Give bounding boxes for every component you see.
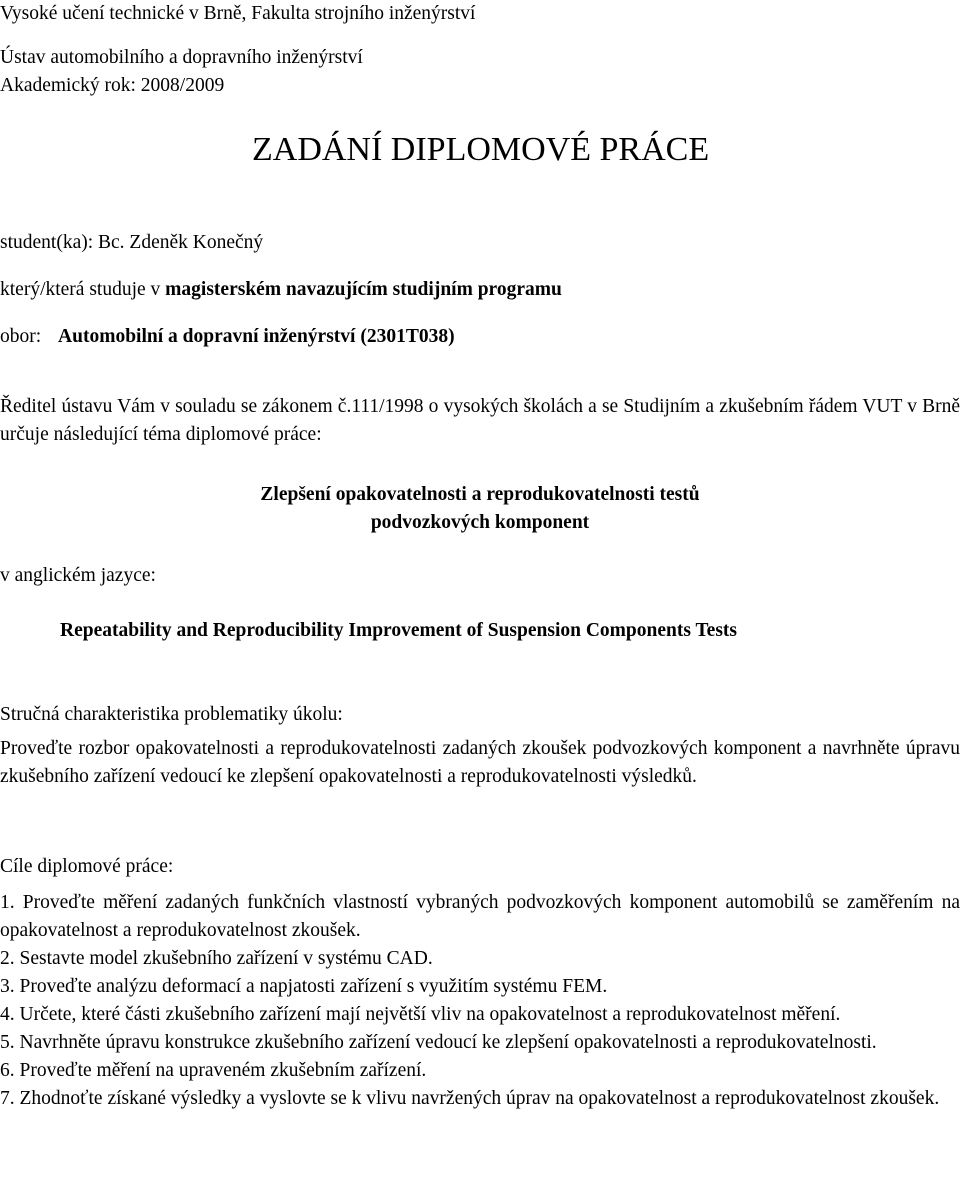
field-line	[0, 323, 455, 351]
student-line	[0, 229, 263, 257]
field-label: obor:	[0, 326, 42, 347]
english-label: v anglickém jazyce:	[0, 565, 156, 586]
goal-item: 5. Navrhněte úpravu konstrukce zkušebního zařízení vedoucí ke zlepšení opakovatelnosti a reprodukovatelnosti.	[0, 1032, 877, 1053]
topic-czech-line2: podvozkových komponent	[370, 512, 590, 533]
goals-heading: Cíle diplomové práce:	[0, 856, 174, 877]
university-line: Vysoké učení technické v Brně, Fakulta strojního inženýrství	[0, 3, 476, 24]
goal-item: 2. Sestavte model zkušebního zařízení v systému CAD.	[0, 948, 433, 969]
page-title: ZADÁNÍ DIPLOMOVÉ PRÁCE	[252, 131, 710, 168]
field-name: Automobilní a dopravní inženýrství (2301T038)	[58, 326, 455, 347]
characteristics-text-block	[0, 735, 960, 791]
student-label: student(ka):	[0, 232, 94, 253]
program-name: magisterském navazujícím studijním programu	[165, 279, 562, 300]
goal-item: 4. Určete, které části zkušebního zařízení mají největší vliv na opakovatelnost a reprodukovatelnost měření.	[0, 1004, 841, 1025]
topic-czech	[0, 481, 960, 537]
program-prefix: který/která studuje v	[0, 279, 161, 300]
director-statement-text: Ředitel ústavu Vám v souladu se zákonem č.111/1998 o vysokých školách a se Studijním a zkušebním řádem VUT v Brně určuje následující téma diplomové práce:	[0, 396, 960, 445]
academic-year-line: Akademický rok: 2008/2009	[0, 75, 225, 96]
goal-item: 7. Zhodnoťte získané výsledky a vyslovte se k vlivu navržených úprav na opakovatelnost a reprodukovatelnost zkoušek.	[0, 1088, 940, 1109]
characteristics-text: Proveďte rozbor opakovatelnosti a reprodukovatelnosti zadaných zkoušek podvozkových komponent a navrhněte úpravu zkušebního zařízení vedoucí ke zlepšení opakovatelnosti a reprodukovatelnosti výsledků.	[0, 738, 960, 787]
topic-english: Repeatability and Reproducibility Improvement of Suspension Components Tests	[60, 620, 738, 641]
goal-item: 1. Proveďte měření zadaných funkčních vlastností vybraných podvozkových komponent automobilů se zaměřením na opakovatelnost a reprodukovatelnost zkoušek.	[0, 892, 960, 941]
program-line	[0, 276, 562, 304]
goals-list	[0, 889, 960, 1113]
student-name: Bc. Zdeněk Konečný	[98, 232, 264, 253]
goal-item: 6. Proveďte měření na upraveném zkušebním zařízení.	[0, 1060, 427, 1081]
institute-line: Ústav automobilního a dopravního inženýrství	[0, 47, 363, 68]
characteristics-heading: Stručná charakteristika problematiky úkolu:	[0, 704, 343, 725]
goal-item: 3. Proveďte analýzu deformací a napjatosti zařízení s využitím systému FEM.	[0, 976, 608, 997]
director-statement	[0, 393, 960, 449]
topic-czech-line1: Zlepšení opakovatelnosti a reprodukovatelnosti testů	[260, 484, 700, 505]
